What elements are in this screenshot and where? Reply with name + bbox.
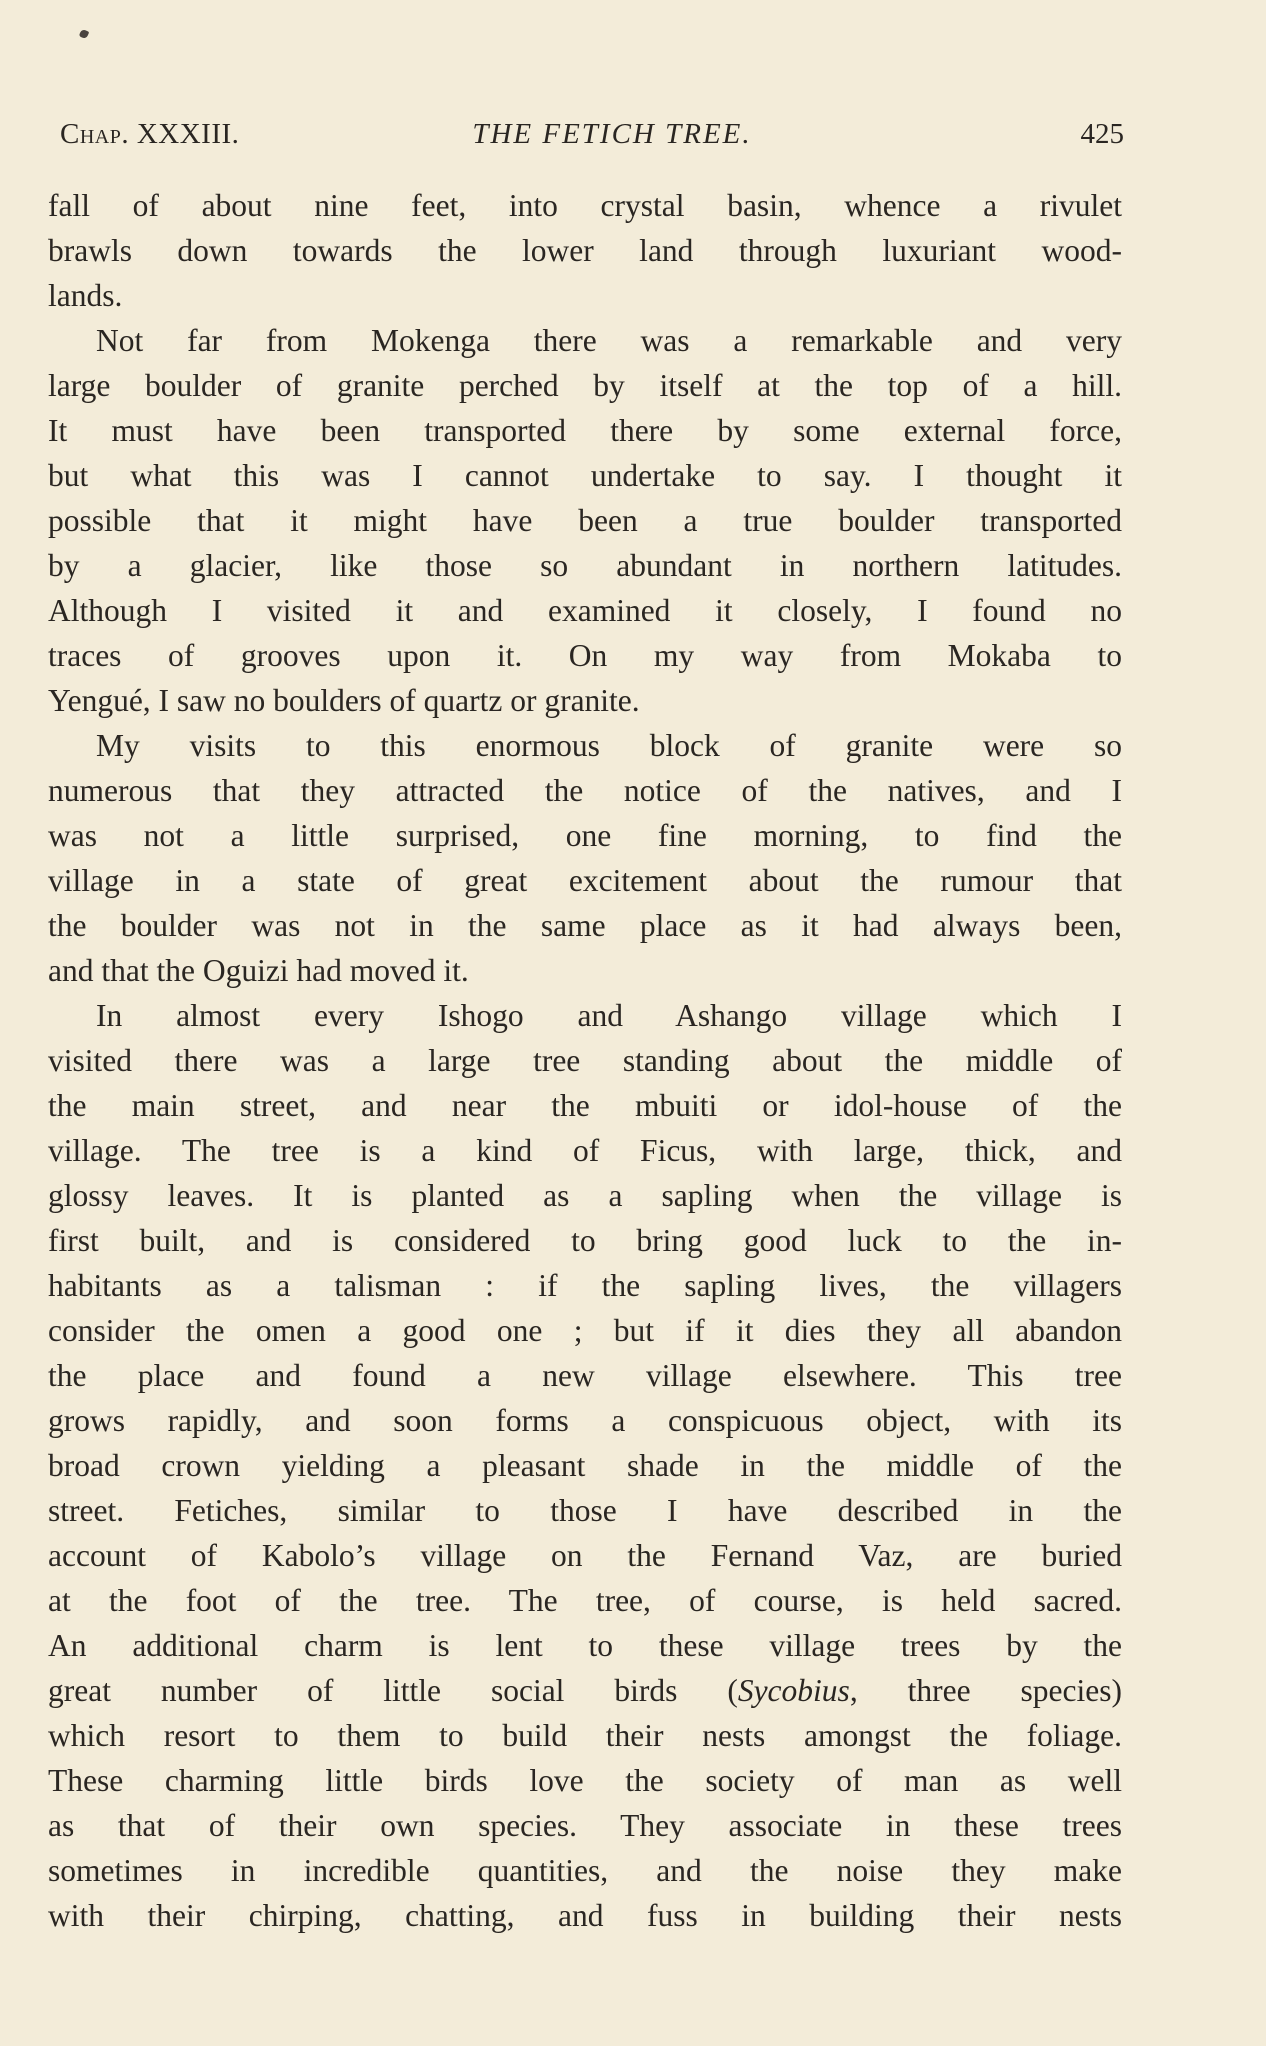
text-line: great number of little social birds (Sycobius, three species) xyxy=(48,1673,1122,1708)
text-line: the main street, and near the mbuiti or idol-house of the xyxy=(48,1088,1122,1123)
text-line: It must have been transported there by some external force, xyxy=(48,413,1122,448)
text-line: fall of about nine feet, into crystal basin, whence a rivulet xyxy=(48,188,1122,223)
text-line: numerous that they attracted the notice of the natives, and I xyxy=(48,773,1122,808)
text-line: at the foot of the tree. The tree, of course, is held sacred. xyxy=(48,1583,1122,1618)
text-line: Yengué, I saw no boulders of quartz or granite. xyxy=(48,683,640,718)
text-line: the place and found a new village elsewhere. This tree xyxy=(48,1358,1122,1393)
text-line: habitants as a talisman : if the sapling lives, the villagers xyxy=(48,1268,1122,1303)
text-line: village. The tree is a kind of Ficus, with large, thick, and xyxy=(48,1133,1122,1168)
ink-speck xyxy=(79,29,90,40)
text-line: but what this was I cannot undertake to say. I thought it xyxy=(48,458,1122,493)
text-line: traces of grooves upon it. On my way from Mokaba to xyxy=(48,638,1122,673)
text-line: with their chirping, chatting, and fuss in building their nests xyxy=(48,1898,1122,1933)
text-line: lands. xyxy=(48,278,123,313)
page-number: 425 xyxy=(1080,118,1124,150)
text-line: Not far from Mokenga there was a remarkable and very xyxy=(96,323,1122,358)
text-line: street. Fetiches, similar to those I have described in the xyxy=(48,1493,1122,1528)
text-line: large boulder of granite perched by itself at the top of a hill. xyxy=(48,368,1122,403)
text-line: by a glacier, like those so abundant in northern latitudes. xyxy=(48,548,1122,583)
text-line: first built, and is considered to bring good luck to the in- xyxy=(48,1223,1122,1258)
chapter-title: THE FETICH TREE. xyxy=(472,118,752,150)
text-line: which resort to them to build their nests amongst the foliage. xyxy=(48,1718,1122,1753)
chapter-label: Chap. XXXIII. xyxy=(60,118,240,150)
text-line: as that of their own species. They associate in these trees xyxy=(48,1808,1122,1843)
text-line: consider the omen a good one ; but if it dies they all abandon xyxy=(48,1313,1122,1348)
text-line: village in a state of great excitement about the rumour that xyxy=(48,863,1122,898)
text-line: the boulder was not in the same place as it had always been, xyxy=(48,908,1122,943)
text-line: These charming little birds love the society of man as well xyxy=(48,1763,1122,1798)
text-line: glossy leaves. It is planted as a sapling when the village is xyxy=(48,1178,1122,1213)
text-line: My visits to this enormous block of granite were so xyxy=(96,728,1122,763)
running-head xyxy=(60,112,1124,156)
text-line: brawls down towards the lower land through luxuriant wood- xyxy=(48,233,1122,268)
text-line: In almost every Ishogo and Ashango village which I xyxy=(96,998,1122,1033)
text-line: possible that it might have been a true boulder transported xyxy=(48,503,1122,538)
text-line: An additional charm is lent to these village trees by the xyxy=(48,1628,1122,1663)
text-line: broad crown yielding a pleasant shade in the middle of the xyxy=(48,1448,1122,1483)
text-line: Although I visited it and examined it closely, I found no xyxy=(48,593,1122,628)
text-line: and that the Oguizi had moved it. xyxy=(48,953,469,988)
text-line: was not a little surprised, one fine morning, to find the xyxy=(48,818,1122,853)
text-line: visited there was a large tree standing about the middle of xyxy=(48,1043,1122,1078)
text-line: sometimes in incredible quantities, and the noise they make xyxy=(48,1853,1122,1888)
body-text xyxy=(48,183,1122,1938)
text-line: account of Kabolo’s village on the Fernand Vaz, are buried xyxy=(48,1538,1122,1573)
text-line: grows rapidly, and soon forms a conspicuous object, with its xyxy=(48,1403,1122,1438)
